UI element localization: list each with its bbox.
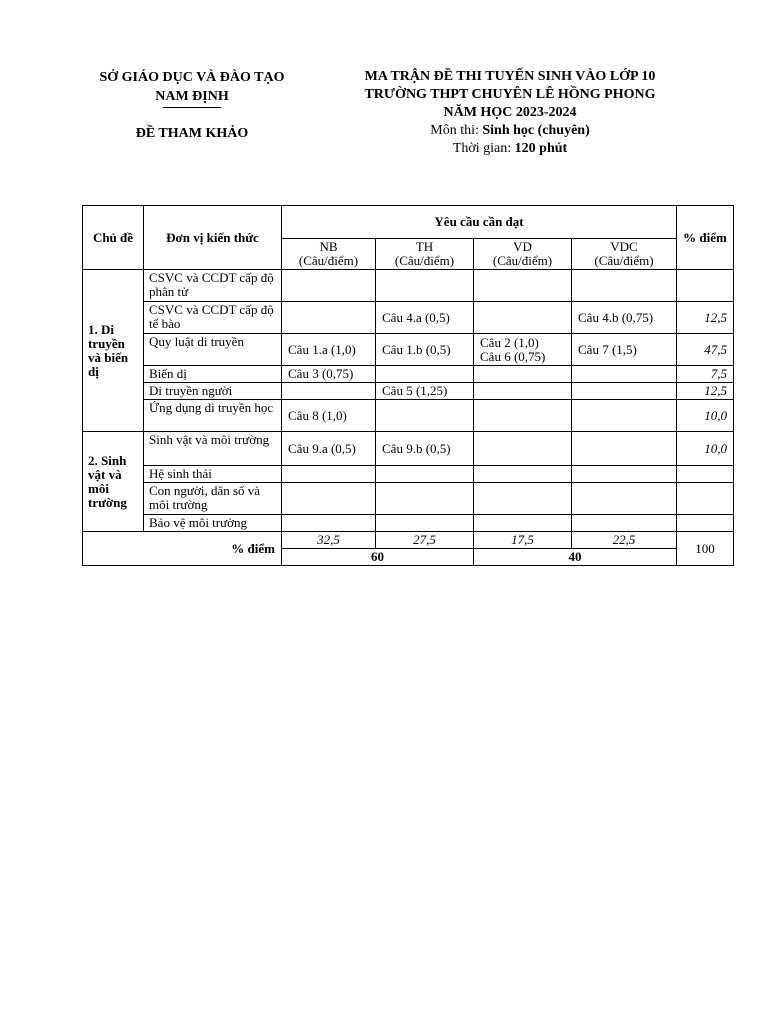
percent-cell: 47,5 [677,334,734,366]
table-row [83,466,734,483]
table-row [83,302,734,334]
vdc-cell [572,432,677,466]
total-vdc: 22,5 [572,532,677,549]
percent-cell: 10,0 [677,432,734,466]
nb-cell [282,466,376,483]
topic-2: 2. Sinh vật và môi trường [83,432,144,532]
unit-cell: Di truyền người [144,383,282,400]
vdc-cell [572,483,677,515]
exam-matrix-table [82,205,734,566]
total-percent: 100 [677,532,734,566]
vd-cell [474,483,572,515]
table-row [83,334,734,366]
unit-cell: CSVC và CCDT cấp độ phân tử [144,270,282,302]
unit-cell: Biến dị [144,366,282,383]
time-value: 120 phút [514,141,568,156]
school-name: TRƯỜNG THPT CHUYÊN LÊ HỒNG PHONG [364,87,656,102]
vd-cell [474,366,572,383]
unit-cell: Sinh vật và môi trường [144,432,282,466]
th-cell: Câu 4.a (0,5) [376,302,474,334]
th-cell: Câu 5 (1,25) [376,383,474,400]
header-nb: NB (Câu/điểm) [282,239,376,270]
th-cell [376,483,474,515]
subject-value: Sinh học (chuyên) [482,123,590,138]
vd-cell [474,334,572,366]
vd-cell [474,432,572,466]
th-cell: Câu 9.b (0,5) [376,432,474,466]
header-row-1 [83,206,734,239]
header-right [322,68,698,158]
nb-cell: Câu 9.a (0,5) [282,432,376,466]
percent-cell: 12,5 [677,383,734,400]
vdc-cell [572,466,677,483]
total-low-level: 60 [282,549,474,566]
nb-cell [282,270,376,302]
vdc-cell [572,366,677,383]
unit-cell: Bảo vệ môi trường [144,515,282,532]
th-cell [376,515,474,532]
document-title: MA TRẬN ĐỀ THI TUYỂN SINH VÀO LỚP 10 [364,69,656,84]
vd-cell [474,383,572,400]
vd-line-1: Câu 2 (1,0) [480,334,539,350]
percent-cell: 12,5 [677,302,734,334]
header-topic: Chủ đề [83,206,144,270]
vdc-cell [572,515,677,532]
total-th: 27,5 [376,532,474,549]
totals-label: % điểm [83,532,282,566]
header-vd: VD (Câu/điểm) [474,239,572,270]
school-year: NĂM HỌC 2023-2024 [443,105,577,120]
header-requirements: Yêu cầu cần đạt [282,206,677,239]
vdc-cell [572,383,677,400]
total-high-level: 40 [474,549,677,566]
vd-cell [474,466,572,483]
table-row [83,483,734,515]
percent-cell [677,515,734,532]
nb-cell [282,383,376,400]
table-row [83,515,734,532]
vd-cell [474,302,572,334]
percent-cell: 10,0 [677,400,734,432]
header-th: TH (Câu/điểm) [376,239,474,270]
vdc-cell [572,400,677,432]
exam-type: ĐỀ THAM KHẢO [135,126,249,141]
percent-cell [677,483,734,515]
table-row [83,432,734,466]
vd-line-2: Câu 6 (0,75) [480,348,546,364]
table-row [83,383,734,400]
totals-row [83,532,734,549]
vdc-cell: Câu 7 (1,5) [572,334,677,366]
nb-cell: Câu 3 (0,75) [282,366,376,383]
vd-cell [474,515,572,532]
table-row [83,270,734,302]
province-name: NAM ĐỊNH [155,89,229,104]
vdc-cell: Câu 4.b (0,75) [572,302,677,334]
percent-cell [677,466,734,483]
percent-cell: 7,5 [677,366,734,383]
percent-cell [677,270,734,302]
subject-label: Môn thi: [430,123,479,138]
nb-cell [282,302,376,334]
unit-cell: Con người, dân số và môi trường [144,483,282,515]
th-cell: Câu 1.b (0,5) [376,334,474,366]
header-vdc: VDC (Câu/điểm) [572,239,677,270]
th-cell [376,466,474,483]
unit-cell: CSVC và CCDT cấp độ tế bào [144,302,282,334]
nb-cell [282,483,376,515]
vd-cell [474,270,572,302]
header-divider [163,107,221,108]
th-cell [376,270,474,302]
table-row [83,400,734,432]
department-name: SỞ GIÁO DỤC VÀ ĐÀO TẠO [99,70,285,85]
unit-cell: Quy luật di truyền [144,334,282,366]
th-cell [376,400,474,432]
time-line [322,140,698,158]
topic-1: 1. Di truyền và biến dị [83,270,144,432]
unit-cell: Ứng dụng di truyền học [144,400,282,432]
nb-cell: Câu 8 (1,0) [282,400,376,432]
nb-cell: Câu 1.a (1,0) [282,334,376,366]
time-label: Thời gian: [452,141,512,156]
header-percent: % điểm [677,206,734,270]
table-row [83,366,734,383]
nb-cell [282,515,376,532]
header-unit: Đơn vị kiến thức [144,206,282,270]
total-vd: 17,5 [474,532,572,549]
vdc-cell [572,270,677,302]
th-cell [376,366,474,383]
vd-cell [474,400,572,432]
header-left [82,68,302,143]
total-nb: 32,5 [282,532,376,549]
subject-line [322,122,698,140]
unit-cell: Hệ sinh thái [144,466,282,483]
